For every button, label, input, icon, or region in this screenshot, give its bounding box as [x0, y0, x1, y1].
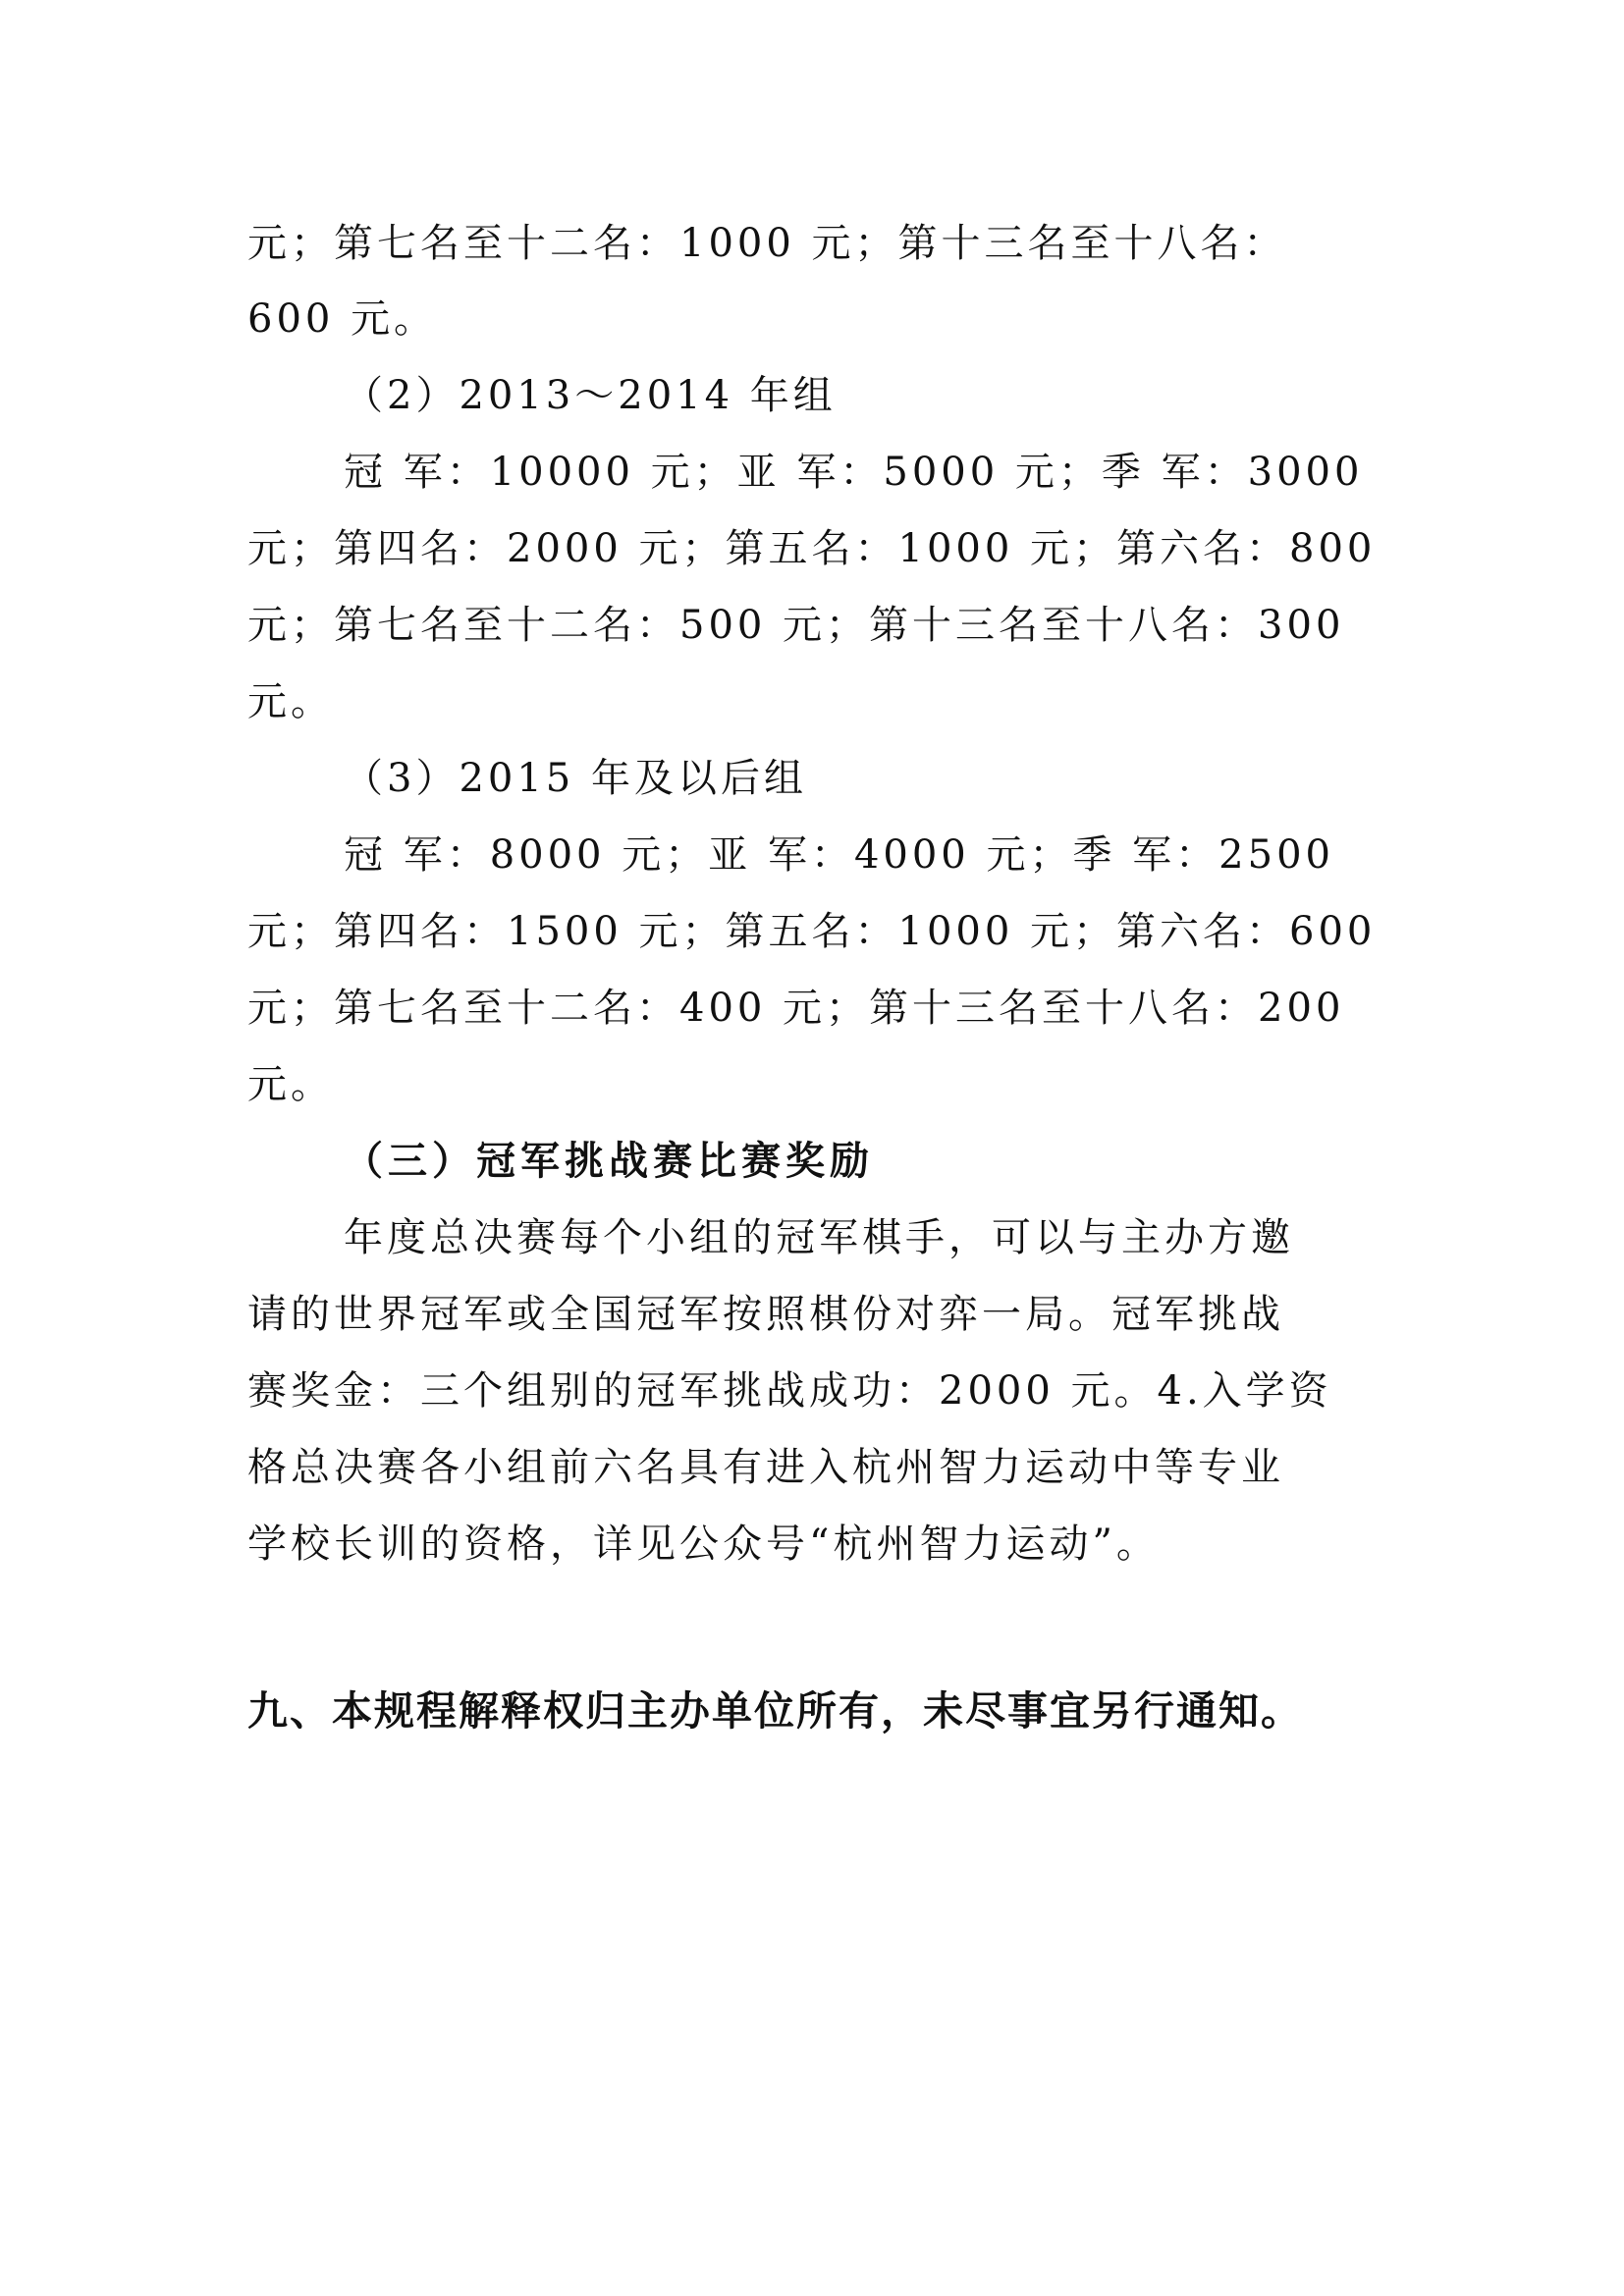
group2-prize-line-1: 冠 军：10000 元；亚 军：5000 元；季 军：3000 — [344, 450, 1364, 495]
section3-paragraph-line-5: 学校长训的资格，详见公众号“杭州智力运动”。 — [247, 1522, 1160, 1567]
section3-paragraph-line-2: 请的世界冠军或全国冠军按照棋份对弈一局。冠军挑战 — [247, 1292, 1284, 1337]
section3-paragraph-line-1: 年度总决赛每个小组的冠军棋手，可以与主办方邀 — [344, 1215, 1294, 1260]
section3-paragraph-line-3: 赛奖金：三个组别的冠军挑战成功：2000 元。4.入学资 — [247, 1368, 1332, 1414]
group1-prize-line-2: 600 元。 — [247, 296, 438, 342]
group2-prize-line-4: 元。 — [247, 679, 334, 724]
group3-prize-line-3: 元；第七名至十二名：400 元；第十三名至十八名：200 — [247, 986, 1345, 1031]
group2-prize-line-2: 元；第四名：2000 元；第五名：1000 元；第六名：800 — [247, 526, 1377, 571]
group3-prize-line-2: 元；第四名：1500 元；第五名：1000 元；第六名：600 — [247, 909, 1377, 954]
group1-prize-line-1: 元；第七名至十二名：1000 元；第十三名至十八名： — [247, 221, 1287, 266]
article-9-heading: 九、本规程解释权归主办单位所有，未尽事宜另行通知。 — [247, 1687, 1303, 1735]
group2-prize-line-3: 元；第七名至十二名：500 元；第十三名至十八名：300 — [247, 603, 1345, 648]
group2-title: （2）2013～2014 年组 — [344, 373, 837, 418]
group3-title: （3）2015 年及以后组 — [344, 756, 807, 801]
section3-paragraph-line-4: 格总决赛各小组前六名具有进入杭州智力运动中等专业 — [247, 1445, 1284, 1490]
section3-heading: （三）冠军挑战赛比赛奖励 — [344, 1139, 874, 1184]
group3-prize-line-1: 冠 军：8000 元；亚 军：4000 元；季 军：2500 — [344, 832, 1334, 878]
group3-prize-line-4: 元。 — [247, 1062, 334, 1107]
